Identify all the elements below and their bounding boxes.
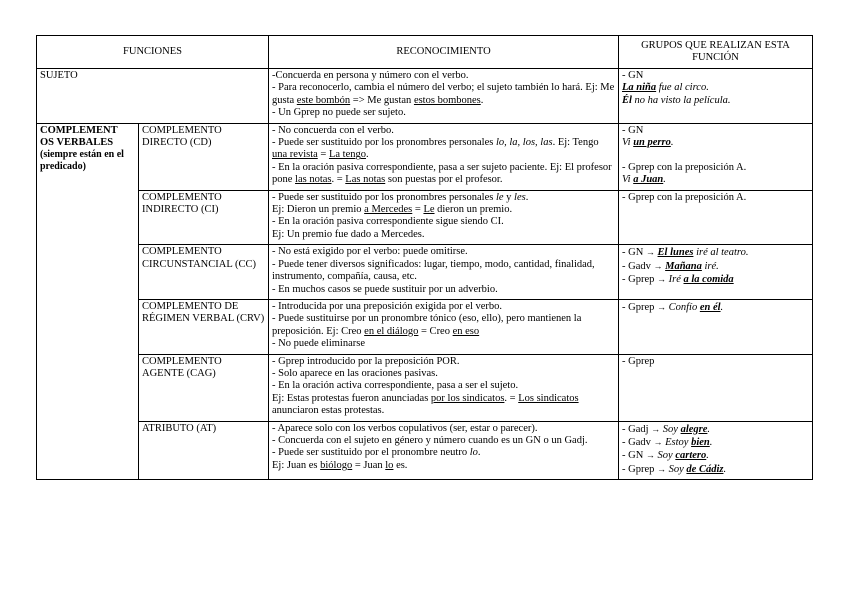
arrow-icon: → xyxy=(645,450,655,461)
syntax-functions-table xyxy=(36,35,813,480)
rec-cc: - No está exigido por el verbo: puede omitirse. - Puede tener diversos significados: lugar, tiempo, modo, cantidad, finalidad, instrumento, compañía, causa, etc. - En muchos casos se puede sustituir por un adverbio. xyxy=(269,245,619,300)
grupos-ci: - Gprep con la preposición A. xyxy=(619,190,813,245)
rec-cag: - Gprep introducido por la preposición POR. - Solo aparece en las oraciones pasivas. - En la oración activa correspondiente, pasa a ser el sujeto. Ej: Estas protestas fueron anunciadas por los sindicatos. = Los sindicatos anunciaron estas protestas. xyxy=(269,354,619,421)
row-cd xyxy=(37,123,813,190)
arrow-icon: → xyxy=(651,423,661,434)
grupos-cc: - GN → El lunes iré al teatro. - Gadv → Mañana iré. - Gprep → Iré a la comida xyxy=(619,245,813,300)
rec-at: - Aparece solo con los verbos copulativos (ser, estar o parecer). - Concuerda con el sujeto en género y número cuando es un GN o un Gadj. - Puede ser sustituido por el pronombre neutro lo. Ej: Juan es biólogo = Juan lo es. xyxy=(269,421,619,480)
row-cc xyxy=(37,245,813,300)
grupos-sujeto: - GN La niña fue al circo. Él no ha visto la película. xyxy=(619,69,813,124)
grupos-at: - Gadj → Soy alegre. - Gadv → Estoy bien. - GN → Soy cartero. - Gprep → Soy de Cádiz. xyxy=(619,421,813,480)
grupos-cag: - Gprep xyxy=(619,354,813,421)
label-sujeto: SUJETO xyxy=(37,69,269,124)
rec-crv: - Introducida por una preposición exigida por el verbo. - Puede sustituirse por un pronombre tónico (eso, ello), pero mantienen la preposición. Ej: Creo en el diálogo = Creo en eso - No puede eliminarse xyxy=(269,299,619,354)
arrow-icon: → xyxy=(657,301,666,312)
header-funciones: FUNCIONES xyxy=(37,36,269,69)
rec-sujeto: -Concuerda en persona y número con el verbo. - Para reconocerlo, cambia el número del verbo; el sujeto también lo hará. Ej: Me gusta este bombón => Me gustan estos bombones. - Un Gprep no puede ser sujeto. xyxy=(269,69,619,124)
label-complementos-verbales: COMPLEMENT OS VERBALES (siempre están en el predicado) xyxy=(37,123,139,480)
label-cag: COMPLEMENTO AGENTE (CAG) xyxy=(139,354,269,421)
row-cag xyxy=(37,354,813,421)
label-cc: COMPLEMENTO CIRCUNSTANCIAL (CC) xyxy=(139,245,269,300)
header-row xyxy=(37,36,813,69)
label-cd: COMPLEMENTO DIRECTO (CD) xyxy=(139,123,269,190)
arrow-icon: → xyxy=(653,436,663,447)
label-ci: COMPLEMENTO INDIRECTO (CI) xyxy=(139,190,269,245)
grupos-cd: - GN Vi un perro. - Gprep con la preposición A. Vi a Juan. xyxy=(619,123,813,190)
label-at: ATRIBUTO (AT) xyxy=(139,421,269,480)
row-at xyxy=(37,421,813,480)
header-reconocimiento: RECONOCIMIENTO xyxy=(269,36,619,69)
rec-ci: - Puede ser sustituido por los pronombres personales le y les. Ej: Dieron un premio a Mercedes = Le dieron un premio. - En la oración pasiva correspondiente sigue siendo CI. Ej: Un premio fue dado a Mercedes. xyxy=(269,190,619,245)
rec-cd: - No concuerda con el verbo. - Puede ser sustituido por los pronombres personales lo, la, los, las. Ej: Tengo una revista = La tengo. - En la oración pasiva correspondiente, pasa a ser sujeto paciente. Ej: El profesor pone las notas. = Las notas son puestas por el profesor. xyxy=(269,123,619,190)
arrow-icon: → xyxy=(657,274,666,285)
label-crv: COMPLEMENTO DE RÉGIMEN VERBAL (CRV) xyxy=(139,299,269,354)
row-sujeto xyxy=(37,69,813,124)
header-grupos: GRUPOS QUE REALIZAN ESTA FUNCIÓN xyxy=(619,36,813,69)
row-ci xyxy=(37,190,813,245)
row-crv xyxy=(37,299,813,354)
arrow-icon: → xyxy=(653,260,663,271)
grupos-crv: - Gprep → Confío en él. xyxy=(619,299,813,354)
arrow-icon: → xyxy=(657,463,666,474)
arrow-icon: → xyxy=(645,247,655,258)
